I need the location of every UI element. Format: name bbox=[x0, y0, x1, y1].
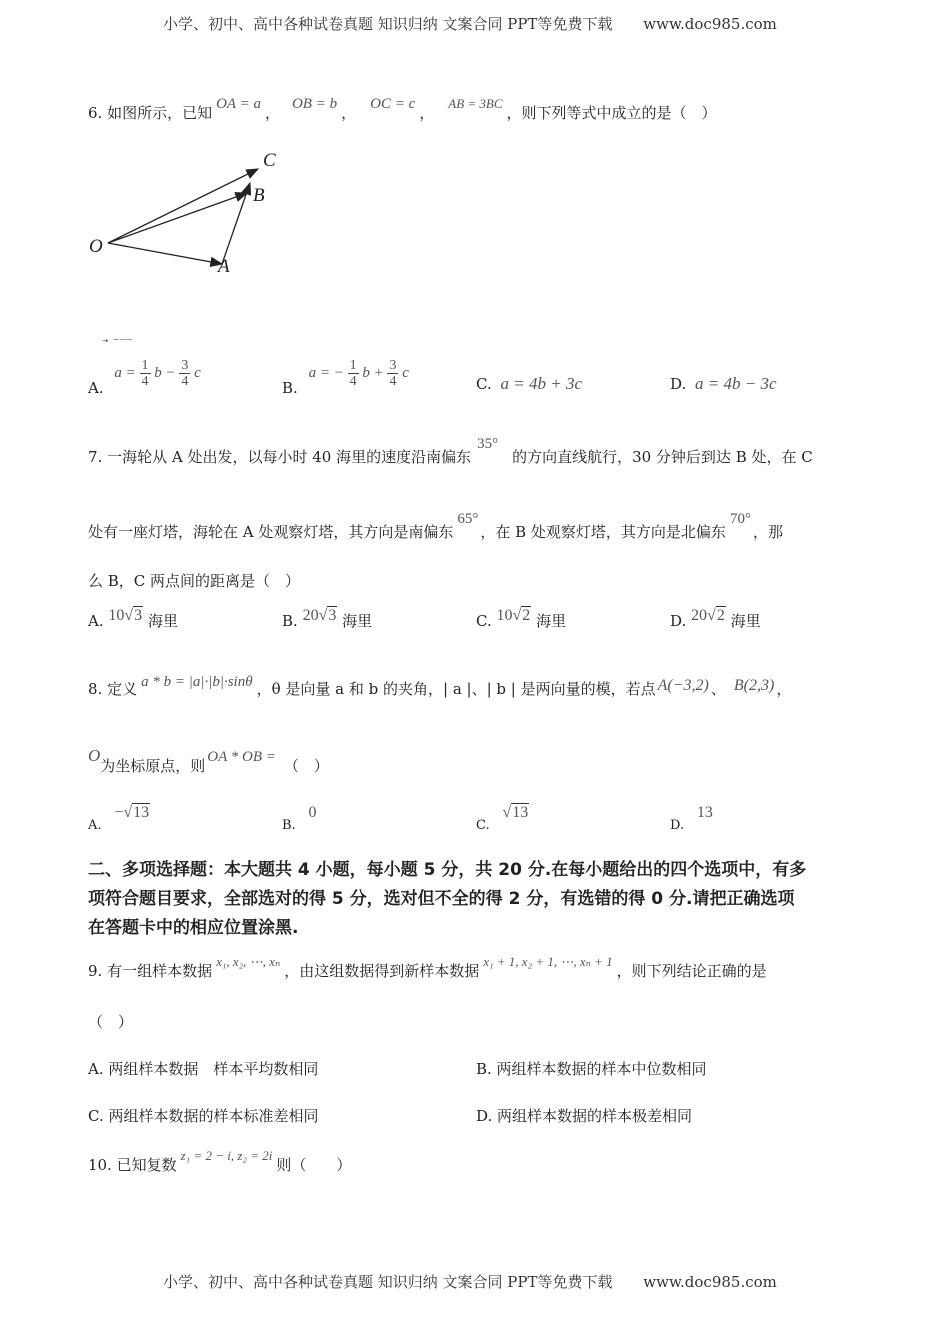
q8-expression: OA * OB = bbox=[207, 749, 276, 765]
unit: 海里 bbox=[730, 612, 761, 630]
q6-option-d[interactable] bbox=[670, 374, 777, 394]
radicand: 2 bbox=[716, 607, 725, 624]
option-label: D. bbox=[670, 375, 687, 393]
option-label: B. bbox=[282, 378, 298, 397]
opt-b-mid: b + bbox=[362, 364, 384, 381]
q7-text: ，那 bbox=[752, 523, 783, 541]
q6-option-c[interactable] bbox=[476, 374, 582, 394]
question-10 bbox=[88, 1148, 352, 1175]
q7-degree-3: 70° bbox=[729, 511, 751, 527]
opt-a-lhs: a = bbox=[114, 364, 136, 381]
question-9-line2: （ ） bbox=[88, 1013, 134, 1031]
q6-sep: ， bbox=[419, 104, 435, 122]
q8-option-b[interactable] bbox=[282, 803, 317, 833]
footer-text: 小学、初中、高中各种试卷真题 知识归纳 文案合同 PPT等免费下载 bbox=[163, 1273, 613, 1291]
option-label: C. bbox=[476, 375, 492, 393]
q7-degree-1: 35° bbox=[477, 436, 499, 452]
frac-den: 4 bbox=[181, 374, 189, 389]
question-7-line3: 么 B，C 两点间的距离是（ ） bbox=[88, 572, 301, 590]
q6-option-a[interactable] bbox=[88, 338, 201, 397]
vector-oc bbox=[108, 169, 258, 243]
unit: 海里 bbox=[536, 612, 567, 630]
q8-point-a: A(−3,2) bbox=[657, 677, 709, 694]
q6-math-ab: AB = 3BC bbox=[448, 96, 503, 111]
q6-math-ob: OB = b bbox=[291, 96, 338, 112]
q7-option-d[interactable]: D. 20√2 海里 bbox=[670, 607, 761, 630]
q6-sep: ， bbox=[341, 104, 357, 122]
option-value: 13 bbox=[696, 804, 713, 821]
option-label: A. bbox=[88, 818, 102, 833]
q8-point-b: B(2,3) bbox=[733, 677, 775, 694]
q10-text: 则（ ） bbox=[276, 1156, 352, 1174]
option-expr: a = 4b − 3c bbox=[695, 374, 777, 393]
q6-sep: ， bbox=[264, 104, 280, 122]
question-8-line1 bbox=[88, 674, 792, 699]
frac-den: 4 bbox=[141, 374, 149, 389]
question-6-stem bbox=[88, 96, 717, 123]
q7-text: 的方向直线航行，30 分钟后到达 B 处，在 C bbox=[512, 448, 813, 466]
vector-ob bbox=[108, 193, 247, 243]
radicand: 13 bbox=[133, 804, 150, 821]
q9-option-c[interactable]: C. 两组样本数据的样本标准差相同 bbox=[88, 1107, 319, 1125]
coef: 10 bbox=[496, 607, 513, 624]
q9-option-d[interactable]: D. 两组样本数据的样本极差相同 bbox=[476, 1107, 693, 1125]
frac-den: 4 bbox=[389, 374, 397, 389]
radicand: 13 bbox=[512, 804, 529, 821]
frac-num: 3 bbox=[389, 358, 397, 373]
unit: 海里 bbox=[147, 612, 178, 630]
q9-text: ，则下列结论正确的是 bbox=[616, 962, 767, 980]
radicand: 3 bbox=[134, 607, 143, 624]
option-label: D. bbox=[670, 818, 685, 833]
q8-option-a[interactable]: A. −√13 bbox=[88, 804, 150, 833]
q8-option-d[interactable] bbox=[670, 803, 713, 833]
q7-text: 7. 一海轮从 A 处出发，以每小时 40 海里的速度沿南偏东 bbox=[88, 448, 472, 466]
option-value: 0 bbox=[308, 804, 317, 821]
option-label: A. bbox=[88, 378, 104, 397]
page-footer bbox=[163, 1271, 777, 1292]
option-label: C. bbox=[476, 818, 490, 833]
q8-definition: a * b = |a|·|b|·sinθ bbox=[141, 674, 253, 690]
section-line: 二、多项选择题：本大题共 4 小题，每小题 5 分，共 20 分.在每小题给出的四个选项中，有多 bbox=[88, 860, 807, 880]
section-line: 在答题卡中的相应位置涂黑. bbox=[88, 918, 299, 938]
unit: 海里 bbox=[342, 612, 373, 630]
q7-option-c[interactable]: C. 10√2 海里 bbox=[476, 607, 567, 630]
q10-expression: z₁ = 2 − i, z₂ = 2i bbox=[180, 1148, 273, 1163]
section-line: 项符合题目要求，全部选对的得 5 分，选对但不全的得 2 分，有选错的得 0 分.请把正确选项 bbox=[88, 889, 795, 909]
q8-option-c[interactable]: C. √13 bbox=[476, 804, 529, 833]
coef: 20 bbox=[691, 607, 708, 624]
q6-math-oc: OC = c bbox=[370, 96, 416, 112]
q9-text: ，由这组数据得到新样本数据 bbox=[284, 962, 480, 980]
vector-ac bbox=[222, 183, 250, 264]
frac-num: 1 bbox=[349, 358, 357, 373]
overarrow-marks: ⃗⃗⃗ ‾‾‾ bbox=[108, 338, 133, 351]
option-label: D. bbox=[670, 612, 687, 630]
option-expr: a = 4b + 3c bbox=[500, 374, 582, 393]
radicand: 3 bbox=[328, 607, 337, 624]
option-label: A. bbox=[88, 612, 104, 630]
label-b: B bbox=[253, 185, 265, 206]
opt-a-mid: b − bbox=[154, 364, 176, 381]
opt-b-end: c bbox=[402, 364, 409, 381]
q9-option-a[interactable]: A. 两组样本数据 样本平均数相同 bbox=[88, 1060, 319, 1078]
q7-text: ，在 B 处观察灯塔，其方向是北偏东 bbox=[480, 523, 726, 541]
label-o: O bbox=[89, 236, 103, 257]
section-2-heading bbox=[88, 856, 806, 943]
q8-text: 8. 定义 bbox=[88, 680, 138, 698]
q10-text: 10. 已知复数 bbox=[88, 1156, 177, 1174]
header-url: www.doc985.com bbox=[643, 15, 777, 33]
radicand: 2 bbox=[522, 607, 531, 624]
label-c: C bbox=[263, 150, 276, 171]
q8-text: ，θ 是向量 a 和 b 的夹角，| a |、| b | 是两向量的模，若点 bbox=[256, 680, 656, 698]
q8-text: 、 bbox=[710, 680, 726, 698]
frac-num: 1 bbox=[141, 358, 149, 373]
opt-a-end: c bbox=[194, 364, 201, 381]
q8-text: （ ） bbox=[283, 757, 329, 775]
option-label: B. bbox=[282, 612, 298, 630]
q6-option-b[interactable] bbox=[282, 344, 409, 397]
label-a: A bbox=[218, 256, 230, 277]
coef: 10 bbox=[108, 607, 125, 624]
coef: 20 bbox=[302, 607, 319, 624]
q7-option-b[interactable]: B. 20√3 海里 bbox=[282, 607, 373, 630]
question-9-line1 bbox=[88, 954, 767, 981]
q8-text: ， bbox=[776, 680, 792, 698]
opt-b-lhs: a = − bbox=[308, 364, 344, 381]
frac-den: 4 bbox=[349, 374, 357, 389]
q7-degree-2: 65° bbox=[457, 511, 479, 527]
option-label: C. bbox=[476, 612, 492, 630]
prefix: − bbox=[114, 804, 124, 821]
q7-option-a[interactable]: A. 10√3 海里 bbox=[88, 607, 178, 630]
q9-new-sample-data: x₁ + 1, x₂ + 1, ⋯, xₙ + 1 bbox=[483, 954, 613, 969]
q6-tail: ，则下列等式中成立的是（ ） bbox=[506, 104, 717, 122]
q9-text: 9. 有一组样本数据 bbox=[88, 962, 213, 980]
option-label: B. bbox=[282, 818, 296, 833]
frac-num: 3 bbox=[181, 358, 189, 373]
header-text: 小学、初中、高中各种试卷真题 知识归纳 文案合同 PPT等免费下载 bbox=[163, 15, 613, 33]
q8-text: 为坐标原点，则 bbox=[100, 757, 206, 775]
q8-origin: O bbox=[88, 746, 101, 765]
page-header bbox=[163, 13, 777, 34]
q9-sample-data: x₁, x₂, ⋯, xₙ bbox=[216, 954, 281, 969]
question-8-line2 bbox=[88, 746, 329, 776]
footer-url: www.doc985.com bbox=[643, 1273, 777, 1291]
q9-option-b[interactable]: B. 两组样本数据的样本中位数相同 bbox=[476, 1060, 707, 1078]
q6-lead: 6. 如图所示，已知 bbox=[88, 104, 213, 122]
q7-text: 处有一座灯塔，海轮在 A 处观察灯塔，其方向是南偏东 bbox=[88, 523, 454, 541]
question-7-line2 bbox=[88, 511, 783, 542]
question-7-line1 bbox=[88, 436, 813, 467]
vector-oa bbox=[108, 243, 222, 264]
q6-math-oa: OA = a bbox=[216, 96, 261, 112]
